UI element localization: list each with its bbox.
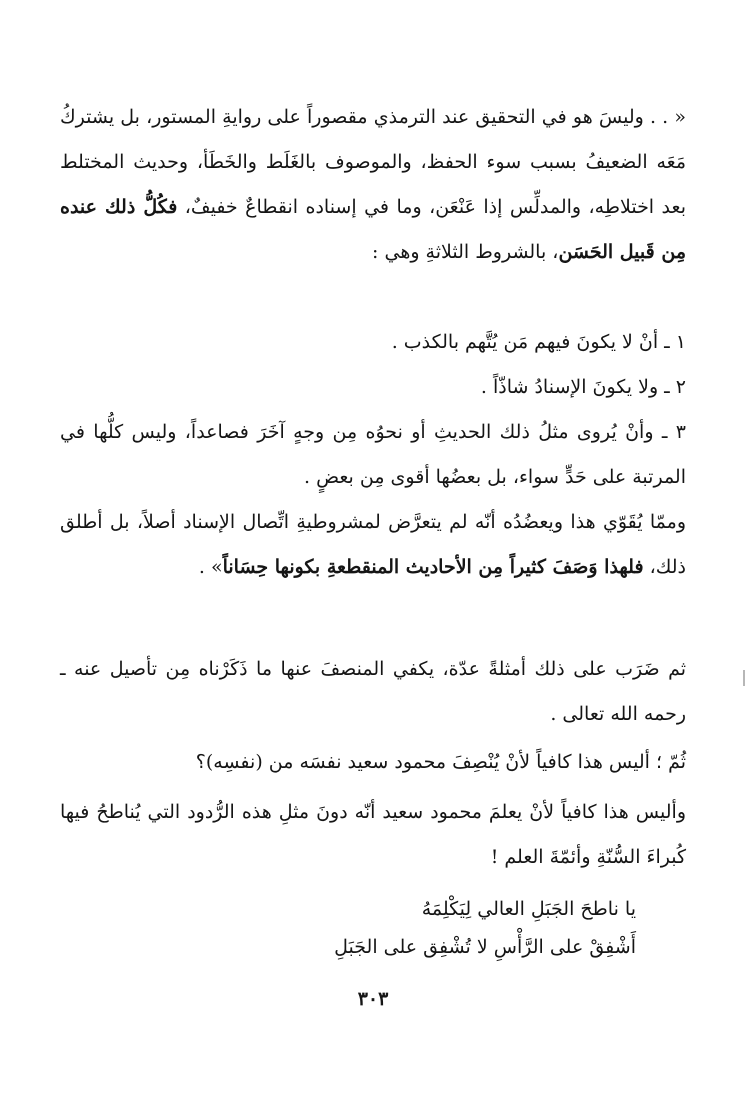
paragraph-1-part-2: ، بالشروط الثلاثةِ وهي : [372,241,559,263]
verse-line-1: يا ناطحَ الجَبَلِ العالي لِيَكْلِمَهُ [421,898,636,920]
paragraph-2-part-1: وممّا يُقَوّي هذا ويعضُدُه أنّه لم يتعرَّض لمشروطيةِ اتِّصال الإسناد أصلاً، بل أطلق ذلك، [60,511,686,578]
paragraph-2-part-2: » . [198,556,223,578]
paragraph-1-part-1: « . . وليسَ هو في التحقيق عند الترمذي مقصوراً على روايةِ المستور، بل يشتركُ مَعَه الضعيفُ بسبب سوء الحفظ، والموصوف بالغَلَط والخَطَأ، وحديث المختلط بعد اختلاطِه، والمدلِّس إذا عَنْعَن، وما في إسناده انقطاعٌ خفيفٌ، [60,106,686,218]
paragraph-1-bold: فكُلُّ ذلك عنده مِن قَبيل الحَسَن [60,196,686,263]
verse-line-2: أَشْفِقْ على الرَّأْسِ لا تُشْفِق على الجَبَلِ [334,936,636,958]
list-item-2: ٢ ـ ولا يكونَ الإسنادُ شاذّاً . [480,376,686,398]
page-number: ٣٠٣ [357,988,389,1010]
list-item-3: ٣ ـ وأنْ يُروى مثلُ ذلك الحديثِ أو نحوُه مِن وجهٍ آخَرَ فصاعداً، وليس كلُّها في المرتبة على حَدٍّ سواء، بل بعضُها أقوى مِن بعضٍ . [60,421,686,488]
conditions-list [60,320,686,500]
list-item-1: ١ ـ أنْ لا يكونَ فيهم مَن يُتَّهم بالكذب . [391,331,686,353]
paragraph-question-1: ثُمّ ؛ أليس هذا كافياً لأنْ يُنْصِفَ محمود سعيد نفسَه من (نفسِه)؟ [195,751,686,773]
paragraph-quote-end [60,500,686,590]
paragraph-quote-start [60,95,686,275]
scan-edge-mark [743,670,745,686]
paragraph-question-2: وأليس هذا كافياً لأنْ يعلمَ محمود سعيد أنّه دونَ مثلِ هذه الرُّدود التي يُناطحُ فيها كُبراءَ السُّنّةِ وأئمّةَ العلم ! [60,801,686,868]
paragraph-examples: ثم ضَرَب على ذلك أمثلةً عدّة، يكفي المنصفَ عنها ما ذَكَرْناه مِن تأصيل عنه ـ رحمه الله تعالى . [60,658,686,725]
paragraph-2-bold: فلهذا وَصَفَ كثيراً مِن الأحاديث المنقطعةِ بكونها حِسَاناً [222,556,644,578]
